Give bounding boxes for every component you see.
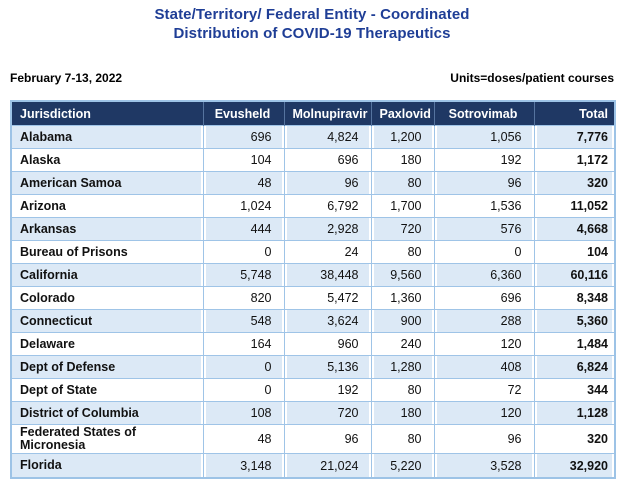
total-cell: 344 [534,379,615,402]
value-cell: 1,056 [434,126,534,149]
value-cell: 80 [371,379,434,402]
value-cell: 192 [434,149,534,172]
value-cell: 9,560 [371,264,434,287]
total-cell: 60,116 [534,264,615,287]
value-cell: 0 [434,241,534,264]
value-cell: 80 [371,172,434,195]
value-cell: 5,748 [203,264,284,287]
column-header-paxlovid: Paxlovid [371,101,434,126]
total-cell: 104 [534,241,615,264]
value-cell: 548 [203,310,284,333]
jurisdiction-cell: District of Columbia [11,402,203,425]
units-label: Units=doses/patient courses [450,71,614,85]
jurisdiction-cell: Bureau of Prisons [11,241,203,264]
jurisdiction-cell: Dept of State [11,379,203,402]
value-cell: 120 [434,402,534,425]
column-header-evusheld: Evusheld [203,101,284,126]
value-cell: 1,280 [371,356,434,379]
jurisdiction-cell: Alabama [11,126,203,149]
table-row [11,126,615,149]
table-row [11,379,615,402]
value-cell: 900 [371,310,434,333]
jurisdiction-cell: American Samoa [11,172,203,195]
value-cell: 80 [371,241,434,264]
jurisdiction-cell: Federated States of Micronesia [11,425,203,454]
table-row [11,287,615,310]
table-row [11,425,615,454]
table-row [11,310,615,333]
total-cell: 7,776 [534,126,615,149]
table-body [11,126,615,479]
value-cell: 6,792 [284,195,371,218]
value-cell: 1,360 [371,287,434,310]
value-cell: 0 [203,356,284,379]
column-header-total: Total [534,101,615,126]
total-cell: 5,360 [534,310,615,333]
value-cell: 696 [284,149,371,172]
value-cell: 108 [203,402,284,425]
total-cell: 1,484 [534,333,615,356]
value-cell: 3,148 [203,454,284,479]
value-cell: 96 [434,425,534,454]
value-cell: 1,700 [371,195,434,218]
value-cell: 24 [284,241,371,264]
value-cell: 288 [434,310,534,333]
value-cell: 5,220 [371,454,434,479]
value-cell: 5,136 [284,356,371,379]
value-cell: 720 [371,218,434,241]
value-cell: 1,536 [434,195,534,218]
table-header-row [11,101,615,126]
meta-row [10,71,614,85]
date-range-label: February 7-13, 2022 [10,71,123,85]
column-header-molnupiravir: Molnupiravir [284,101,371,126]
total-cell: 11,052 [534,195,615,218]
value-cell: 0 [203,241,284,264]
value-cell: 408 [434,356,534,379]
page-title [0,5,624,43]
value-cell: 3,624 [284,310,371,333]
table-row [11,356,615,379]
jurisdiction-cell: Colorado [11,287,203,310]
value-cell: 180 [371,149,434,172]
jurisdiction-cell: Alaska [11,149,203,172]
value-cell: 3,528 [434,454,534,479]
value-cell: 0 [203,379,284,402]
distribution-table [10,100,616,479]
column-header-sotrovimab: Sotrovimab [434,101,534,126]
jurisdiction-cell: Florida [11,454,203,479]
table-row [11,195,615,218]
value-cell: 1,024 [203,195,284,218]
table-row [11,172,615,195]
value-cell: 96 [284,425,371,454]
table-row [11,241,615,264]
value-cell: 2,928 [284,218,371,241]
value-cell: 576 [434,218,534,241]
column-header-jurisdiction: Jurisdiction [11,101,203,126]
value-cell: 696 [203,126,284,149]
value-cell: 240 [371,333,434,356]
value-cell: 96 [284,172,371,195]
jurisdiction-cell: Dept of Defense [11,356,203,379]
value-cell: 164 [203,333,284,356]
value-cell: 720 [284,402,371,425]
value-cell: 6,360 [434,264,534,287]
table-row [11,402,615,425]
value-cell: 96 [434,172,534,195]
jurisdiction-cell: Connecticut [11,310,203,333]
value-cell: 72 [434,379,534,402]
total-cell: 320 [534,172,615,195]
value-cell: 180 [371,402,434,425]
value-cell: 5,472 [284,287,371,310]
value-cell: 960 [284,333,371,356]
value-cell: 48 [203,425,284,454]
jurisdiction-cell: Arkansas [11,218,203,241]
total-cell: 1,128 [534,402,615,425]
value-cell: 192 [284,379,371,402]
value-cell: 21,024 [284,454,371,479]
value-cell: 80 [371,425,434,454]
table-row [11,218,615,241]
table-row [11,264,615,287]
total-cell: 6,824 [534,356,615,379]
value-cell: 38,448 [284,264,371,287]
value-cell: 1,200 [371,126,434,149]
page-title-line2: Distribution of COVID-19 Therapeutics [173,25,451,42]
jurisdiction-cell: Arizona [11,195,203,218]
total-cell: 4,668 [534,218,615,241]
jurisdiction-cell: Delaware [11,333,203,356]
value-cell: 4,824 [284,126,371,149]
table-row [11,333,615,356]
value-cell: 48 [203,172,284,195]
value-cell: 696 [434,287,534,310]
total-cell: 8,348 [534,287,615,310]
total-cell: 32,920 [534,454,615,479]
table-row [11,149,615,172]
table-row [11,454,615,479]
value-cell: 444 [203,218,284,241]
value-cell: 120 [434,333,534,356]
total-cell: 1,172 [534,149,615,172]
jurisdiction-cell: California [11,264,203,287]
total-cell: 320 [534,425,615,454]
page-title-line1: State/Territory/ Federal Entity - Coordinated [154,6,470,23]
value-cell: 104 [203,149,284,172]
value-cell: 820 [203,287,284,310]
